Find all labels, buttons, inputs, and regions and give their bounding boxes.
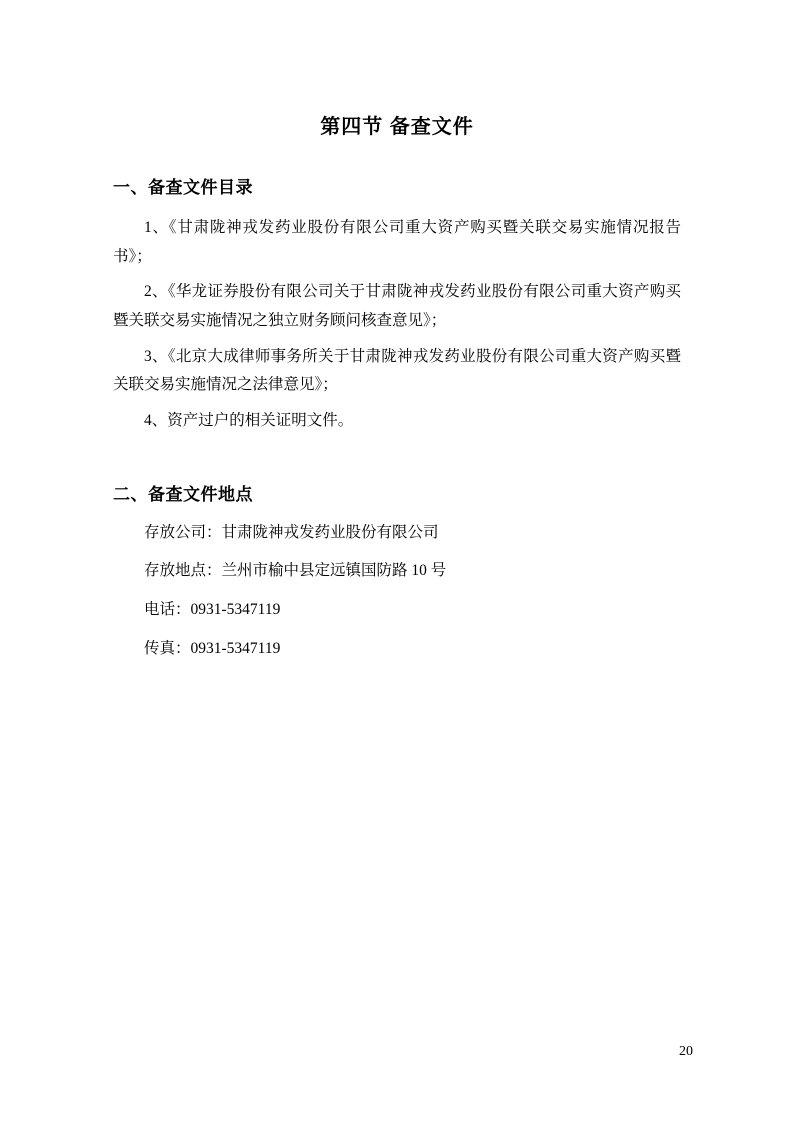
section-heading-catalog: 一、备查文件目录	[113, 178, 253, 197]
page-content	[113, 0, 681, 1122]
list-item: 3、《北京大成律师事务所关于甘肃陇神戎发药业股份有限公司重大资产购买暨关联交易实施情况之法律意见》；	[113, 347, 681, 394]
list-item: 2、《华龙证券股份有限公司关于甘肃陇神戎发药业股份有限公司重大资产购买暨关联交易实施情况之独立财务顾问核查意见》；	[113, 283, 681, 330]
list-item: 电话：0931-5347119	[144, 601, 281, 619]
section-heading-location: 二、备查文件地点	[113, 484, 253, 504]
list-item: 4、资产过户的相关证明文件。	[144, 412, 354, 430]
page-title: 第四节 备查文件	[320, 116, 474, 138]
list-item: 存放公司：甘肃陇神戎发药业股份有限公司	[144, 523, 439, 541]
list-item: 传真：0931-5347119	[144, 639, 281, 657]
list-item: 1、《甘肃陇神戎发药业股份有限公司重大资产购买暨关联交易实施情况报告书》；	[113, 219, 681, 265]
page-number: 20	[679, 1044, 693, 1059]
catalog-list	[113, 214, 681, 436]
list-item: 存放地点：兰州市榆中县定远镇国防路 10 号	[144, 562, 447, 580]
location-info-list	[113, 519, 681, 664]
